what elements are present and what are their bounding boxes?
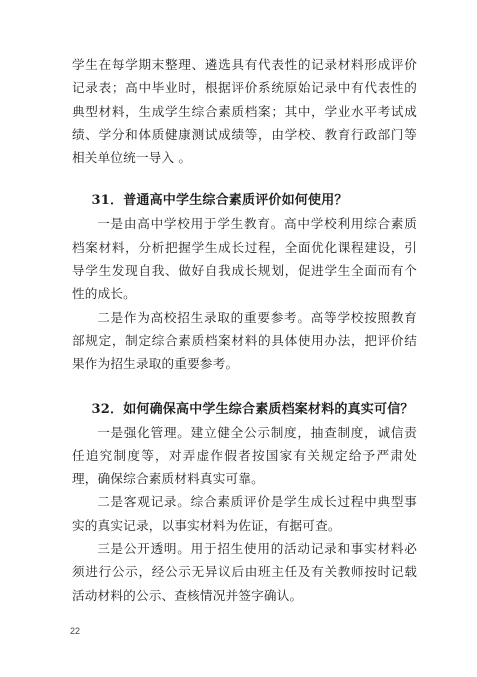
section-31-paragraph-1: 一是由高中学校用于学生教育。高中学校利用综合素质档案材料，分析把握学生成长过程，全面优化课程建设，引导学生发现自我、做好自我成长规划，促进学生全面而有个性的成长。 bbox=[72, 216, 417, 302]
section-31-heading: 31．普通高中学生综合素质评价如何使用？ bbox=[91, 193, 348, 209]
section-32-paragraph-2: 二是客观记录。综合素质评价是学生成长过程中典型事实的真实记录，以事实材料为佐证，有据可查。 bbox=[72, 494, 417, 533]
section-32-heading: 32．如何确保高中学生综合素质档案材料的真实可信？ bbox=[91, 401, 414, 417]
page-number: 22 bbox=[70, 626, 81, 636]
section-31-paragraph-2: 二是作为高校招生录取的重要参考。高等学校按照教育部规定，制定综合素质档案材料的具体使用办法，把评价结果作为招生录取的重要参考。 bbox=[72, 309, 417, 372]
section-32-paragraph-1: 一是强化管理。建立健全公示制度，抽查制度，诚信责任追究制度等，对弄虚作假者按国家有关规定给予严肃处理，确保综合素质材料真实可靠。 bbox=[72, 424, 417, 487]
page-content bbox=[72, 53, 417, 607]
intro-paragraph: 学生在每学期末整理、遴选具有代表性的记录材料形成评价记录表；高中毕业时，根据评价系统原始记录中有代表性的典型材料，生成学生综合素质档案；其中，学业水平考试成绩、学分和体质健康测试成绩等，由学校、教育行政部门等相关单位统一导入 。 bbox=[72, 57, 417, 166]
section-32-paragraph-3: 三是公开透明。用于招生使用的活动记录和事实材料必须进行公示，经公示无异议后由班主任及有关教师按时记载活动材料的公示、查核情况并签字确认。 bbox=[72, 541, 417, 603]
